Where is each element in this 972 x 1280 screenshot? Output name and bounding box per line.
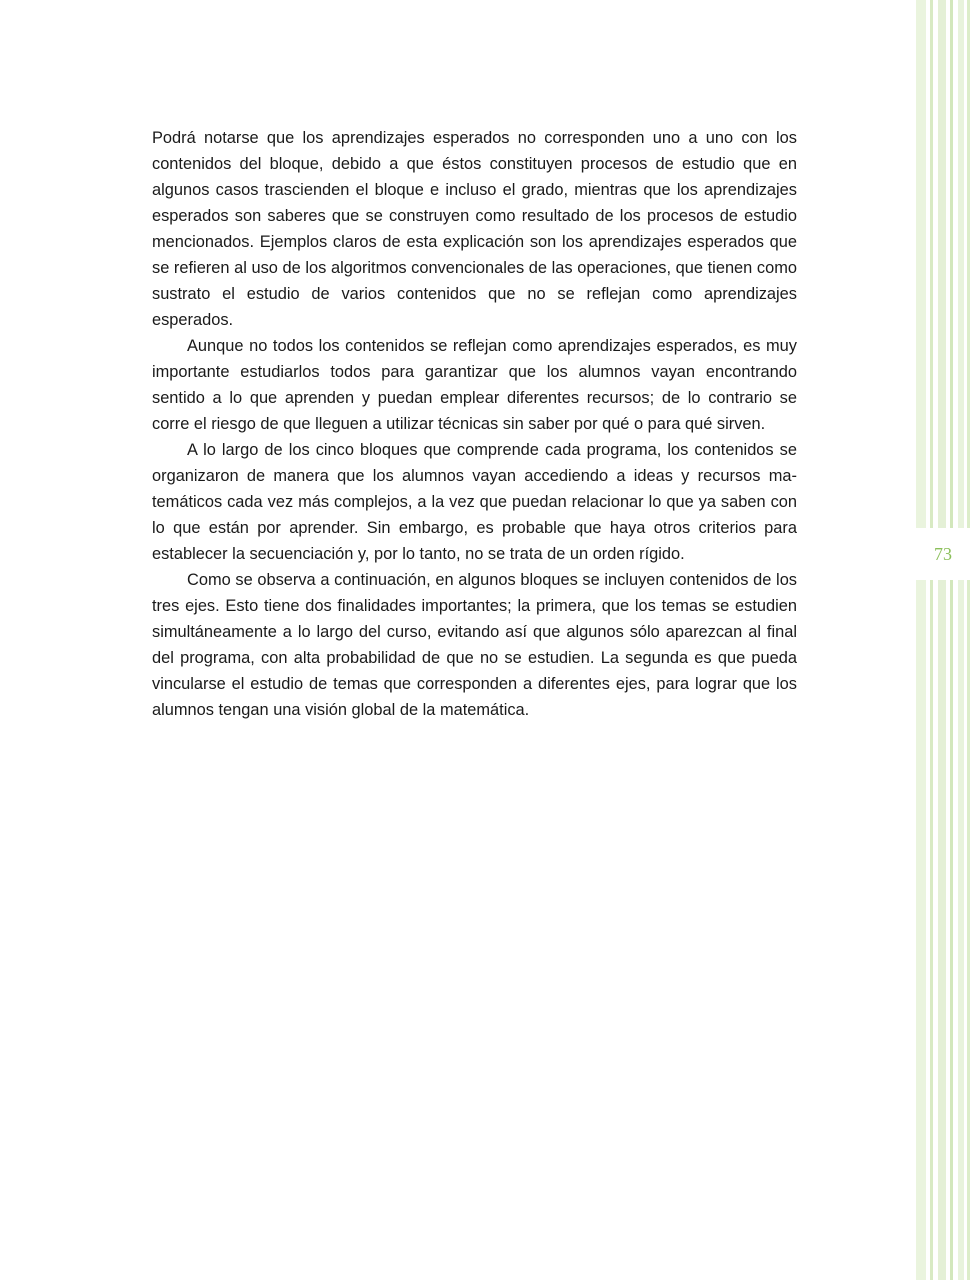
paragraph-2: Aunque no todos los contenidos se reflejan como aprendizajes esperados, es muy importante estudiarlos todos para garantizar que los alumnos vayan encontrando sentido a lo que aprenden y puedan emplear diferentes recursos; de lo contrario se corre el riesgo de que lleguen a utilizar técnicas sin saber por qué o para qué sirven. [152, 337, 797, 433]
paragraph-1: Podrá notarse que los aprendizajes esperados no corresponden uno a uno con los contenidos del bloque, debido a que éstos constituyen procesos de estudio que en algunos casos trascienden el bloque e incluso el grado, mientras que los aprendizajes esperados son saberes que se construyen como resultado de los procesos de estudio mencionados. Ejemplos claros de esta explicación son los aprendizajes esperados que se refieren al uso de los algoritmos convencionales de las operaciones, que tienen como sustrato el estudio de varios contenidos que no se reflejan como aprendizajes esperados. [152, 129, 797, 329]
paragraph-4: Como se observa a continuación, en algunos bloques se incluyen contenidos de los tres ejes. Esto tiene dos finalidades importantes; la primera, que los temas se estudien simultáneamente a lo largo del curso, evitando así que algunos sólo aparezcan al final del programa, con alta probabilidad de que no se estudien. La segunda es que pueda vincularse el estudio de temas que corresponden a diferentes ejes, para lograr que los alumnos tengan una visión global de la matemática. [152, 571, 797, 719]
stripe [930, 0, 933, 1280]
stripe [967, 0, 970, 1280]
body-text [152, 125, 797, 723]
paragraph-3: A lo largo de los cinco bloques que comprende cada programa, los contenidos se organizaron de manera que los alumnos vayan accediendo a ideas y recursos matemáticos cada vez más complejos, a la vez que puedan relacionar lo que ya saben con lo que están por aprender. Sin embargo, es probable que haya otros criterios para establecer la secuenciación y, por lo tanto, no se trata de un orden rígido. [152, 441, 797, 563]
stripe [958, 0, 964, 1280]
stripe [938, 0, 946, 1280]
page-number: 73 [934, 544, 952, 564]
decorative-margin-stripes [912, 0, 972, 1280]
stripe [950, 0, 953, 1280]
stripe [916, 0, 926, 1280]
